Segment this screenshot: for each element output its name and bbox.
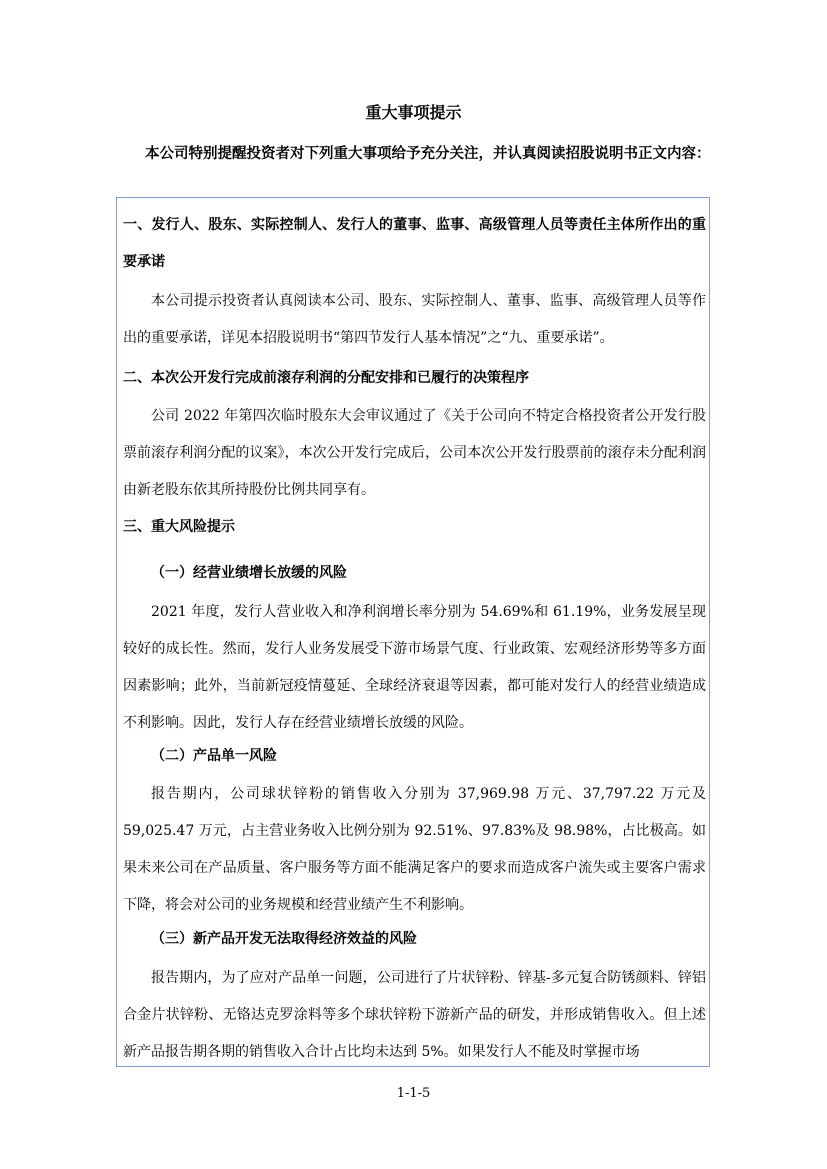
risk-paragraph-single-product: 报告期内，公司球状锌粉的销售收入分别为 37,969.98 万元、37,797.22 万元及 59,025.47 万元，占主营业务收入比例分别为 92.51%、97.83%及 98.98%，占比极高。如果未来公司在产品质量、客户服务等方面不能满足客户的要求而造成客户流失或主要客户需求下降，将会对公司的业务规模和经营业绩产生不利影响。 <box>123 786 706 913</box>
section-heading-profit-distribution: 二、本次公开发行完成前滚存利润的分配安排和已履行的决策程序 <box>123 370 529 386</box>
section-heading-risk: 三、重大风险提示 <box>123 519 235 535</box>
page-title: 重大事项提示 <box>365 103 462 122</box>
risk-heading-growth: （一）经营业绩增长放缓的风险 <box>151 565 347 581</box>
section-paragraph-profit-distribution: 公司 2022 年第四次临时股东大会审议通过了《关于公司向不特定合格投资者公开发行股票前滚存利润分配的议案》，本次公开发行完成后，公司本次公开发行股票前的滚存未分配利润由新老股东依其所持股份比例共同享有。 <box>123 408 706 498</box>
intro-paragraph: 本公司特别提醒投资者对下列重大事项给予充分关注，并认真阅读招股说明书正文内容： <box>145 146 711 162</box>
risk-heading-single-product: （二）产品单一风险 <box>151 748 277 764</box>
section-heading-commitments: 一、发行人、股东、实际控制人、发行人的董事、监事、高级管理人员等责任主体所作出的重要承诺 <box>123 217 706 270</box>
page-number: 1-1-5 <box>396 1086 431 1101</box>
risk-heading-new-product: （三）新产品开发无法取得经济效益的风险 <box>151 931 417 947</box>
section-paragraph-commitments: 本公司提示投资者认真阅读本公司、股东、实际控制人、董事、监事、高级管理人员等作出的重要承诺，详见本招股说明书“第四节发行人基本情况”之“九、重要承诺”。 <box>123 293 706 346</box>
risk-paragraph-growth: 2021 年度，发行人营业收入和净利润增长率分别为 54.69%和 61.19%，业务发展呈现较好的成长性。然而，发行人业务发展受下游市场景气度、行业政策、宏观经济形势等多方面因素影响；此外，当前新冠疫情蔓延、全球经济衰退等因素，都可能对发行人的经营业绩造成不利影响。因此，发行人存在经营业绩增长放缓的风险。 <box>123 604 706 731</box>
risk-paragraph-new-product: 报告期内，为了应对产品单一问题，公司进行了片状锌粉、锌基-多元复合防锈颜料、锌铝合金片状锌粉、无铬达克罗涂料等多个球状锌粉下游新产品的研发，并形成销售收入。但上述新产品报告期各期的销售收入合计占比均未达到 5%。如果发行人不能及时掌握市场 <box>123 970 706 1060</box>
